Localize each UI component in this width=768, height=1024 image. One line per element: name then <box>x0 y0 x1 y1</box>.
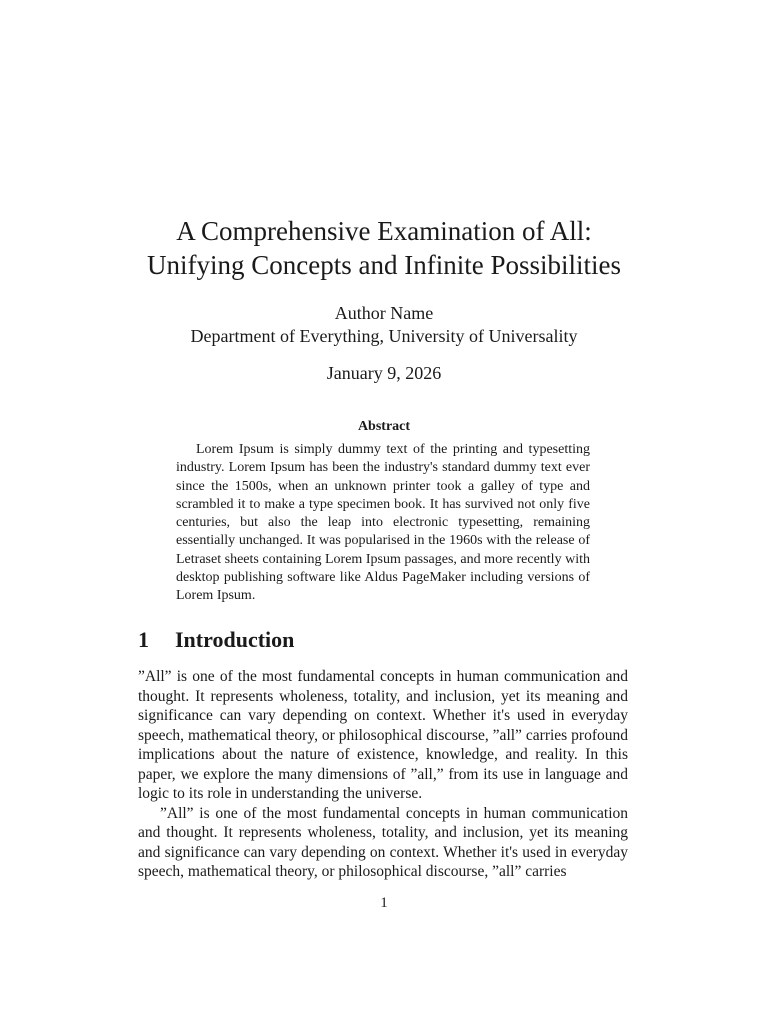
section-heading-introduction <box>138 626 294 654</box>
body-paragraph-2: ”All” is one of the most fundamental concepts in human communication and thought. It represents wholeness, totality, and inclusion, yet its meaning and significance can vary depending on context. Whether it's used in everyday speech, mathematical theory, or philosophical discourse, ”all” carries <box>138 804 628 880</box>
page-number: 1 <box>380 895 388 911</box>
section-body-introduction <box>138 667 628 882</box>
section-title: Introduction <box>175 627 295 652</box>
body-paragraph-1: ”All” is one of the most fundamental concepts in human communication and thought. It represents wholeness, totality, and inclusion, yet its meaning and significance can vary depending on context. Whether it's used in everyday speech, mathematical theory, or philosophical discourse, ”all” carries profound implications about the nature of existence, knowledge, and reality. In this paper, we explore the many dimensions of ”all,” from its use in language and logic to its role in understanding the universe. <box>138 668 628 802</box>
author-affiliation: Department of Everything, University of Universality <box>190 326 578 346</box>
author-block <box>0 302 768 348</box>
publication-date: January 9, 2026 <box>326 363 442 383</box>
paper-title-line-1: A Comprehensive Examination of All: <box>176 216 592 246</box>
abstract-text: Lorem Ipsum is simply dummy text of the printing and typesetting industry. Lorem Ipsum has been the industry's standard dummy text ever since the 1500s, when an unknown printer took a galley of type and scrambled it to make a type specimen book. It has survived not only five centuries, but also the leap into electronic typesetting, remaining essentially unchanged. It was popularised in the 1960s with the release of Letraset sheets containing Lorem Ipsum passages, and more recently with desktop publishing software like Aldus PageMaker including versions of Lorem Ipsum. <box>176 442 590 604</box>
section-number: 1 <box>138 627 149 652</box>
abstract-heading: Abstract <box>357 419 411 434</box>
paper-title-line-2: Unifying Concepts and Infinite Possibilities <box>147 250 621 280</box>
paper-title <box>0 214 768 282</box>
author-name: Author Name <box>334 303 434 323</box>
